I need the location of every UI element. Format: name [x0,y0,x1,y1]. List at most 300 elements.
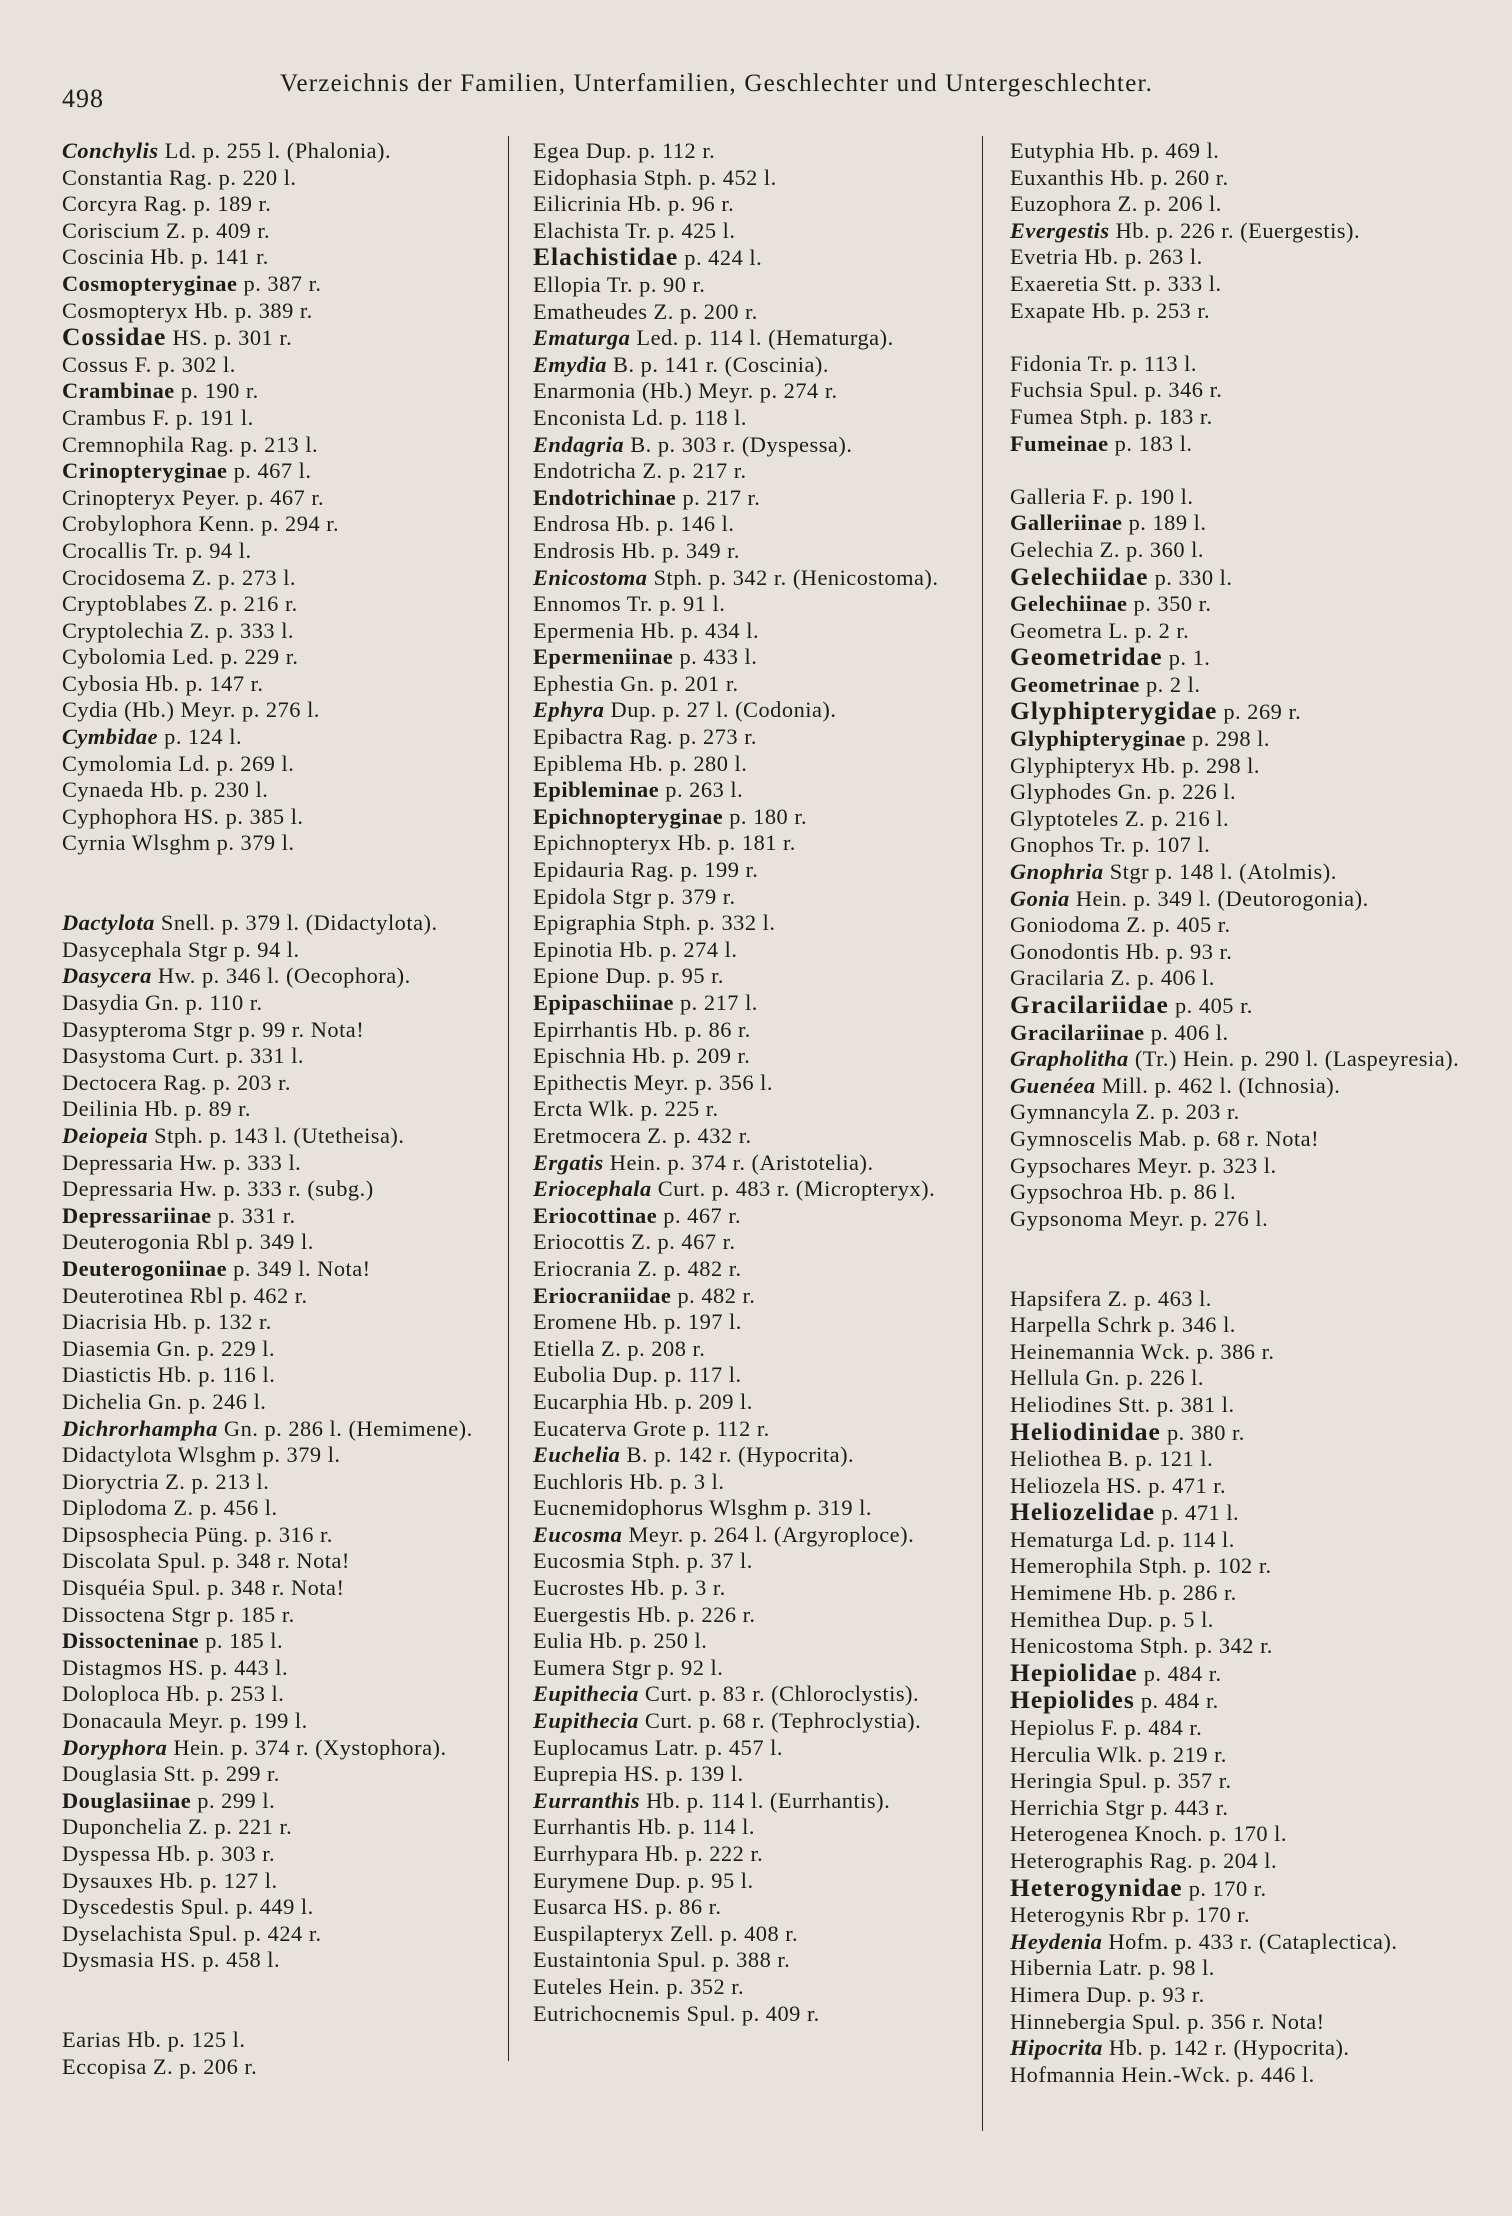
entry-name: Galleriinae [1010,510,1123,536]
entry-name: Cossus [62,351,129,377]
entry-reference: Curt. p. 68 r. (Tephroclystia). [638,1708,922,1734]
index-column-2 [533,138,978,2027]
index-entry [533,910,978,937]
entry-name: Eupithecia [533,1708,639,1734]
index-entry [62,724,507,751]
index-entry [533,165,978,192]
entry-reference: p. 406 l. [1144,1019,1229,1045]
entry-reference: Hein. p. 349 l. (Deutorogonia). [1069,885,1369,911]
entry-name: Deuterogonia [62,1229,190,1255]
index-entry [1010,244,1490,271]
entry-name: Douglasiinae [62,1787,192,1813]
entry-reference: Hb. p. 114 l. (Eurrhantis). [640,1787,891,1813]
index-entry [1010,1982,1490,2009]
entry-name: Goniodoma [1010,912,1121,938]
index-entry [533,1043,978,1070]
index-entry [1010,1020,1490,1047]
entry-reference: Hb. p. 93 r. [1119,938,1233,964]
entry-reference: Z. p. 467 r. [625,1229,736,1255]
index-entry [533,1841,978,1868]
entry-reference: Rag. p. 203 r. [157,1069,291,1095]
index-entry [62,2027,507,2054]
index-entry [533,857,978,884]
entry-reference: Stph. p. 452 l. [637,164,777,190]
index-entry [1010,431,1490,458]
entry-name: Guenéea [1010,1072,1096,1098]
index-entry [533,485,978,512]
index-entry [62,405,507,432]
entry-name: Henicostoma [1010,1633,1134,1659]
entry-reference: Rag. p. 220 l. [162,164,297,190]
entry-reference: Hb. p. 114 l. [631,1814,756,1840]
index-entry [533,1814,978,1841]
entry-name: Euchloris [533,1468,624,1494]
entry-name: Eupithecia [533,1681,639,1707]
entry-name: Coriscium [62,217,160,243]
page-number: 498 [62,84,104,113]
entry-name: Galleria [1010,483,1087,509]
entry-reference: (Hb.) Meyr. p. 274 r. [635,378,838,404]
entry-reference: Latr. p. 98 l. [1092,1955,1215,1981]
entry-reference: Gn. p. 246 l. [141,1388,267,1414]
index-entry [62,644,507,671]
index-entry [1010,191,1490,218]
entry-reference: Hb. p. 260 r. [1104,164,1229,190]
entry-reference: Hb. p. 142 r. (Hypocrita). [1102,2035,1350,2061]
index-entry [1010,484,1490,511]
entry-reference: Ld. p. 118 l. [625,404,748,430]
index-entry [1010,591,1490,618]
entry-name: Corcyra [62,191,138,217]
index-entry [1010,859,1490,886]
entry-reference: Hb. p. 181 r. [671,830,796,856]
index-entry [62,1761,507,1788]
index-entry [1010,1687,1490,1715]
entry-reference: Stgr p. 379 r. [606,883,736,909]
entry-name: Cosmopteryginae [62,270,238,296]
entry-reference: p. 183 l. [1108,430,1193,456]
entry-reference: Hb. p. 141 r. [144,244,269,270]
section-spacer [62,857,507,884]
entry-name: Ematheudes [533,298,648,324]
entry-reference: Stph. p. 37 l. [625,1548,753,1574]
entry-name: Dasydia [62,990,139,1015]
entry-name: Dasycera [62,963,152,989]
index-entry [1010,726,1490,753]
entry-reference: p. 405 r. [1168,993,1253,1018]
index-entry [62,1841,507,1868]
entry-name: Heringia [1010,1768,1093,1794]
entry-reference: Z. p. 360 l. [1093,536,1204,562]
entry-name: Eusarca [533,1894,608,1920]
entry-reference: Spul. p. 357 r. [1092,1768,1232,1794]
entry-name: Euxanthis [1010,164,1105,190]
section-spacer [1010,457,1490,484]
entry-name: Eucosma [533,1521,623,1547]
entry-name: Dactylota [62,910,155,936]
index-entry [1010,537,1490,564]
index-entry [1010,2062,1490,2089]
index-entry [533,1495,978,1522]
entry-reference: Stph. p. 183 r. [1073,403,1213,429]
index-entry [62,458,507,485]
index-entry [533,1894,978,1921]
entry-reference: Schrk p. 346 l. [1091,1312,1236,1338]
entry-reference: Tr. p. 113 l. [1081,350,1197,376]
index-entry [62,485,507,512]
entry-reference: Hb. p. 389 r. [188,297,313,323]
entry-reference: Hb. p. 298 l. [1135,752,1260,778]
index-entry [533,191,978,218]
index-entry [62,165,507,192]
index-entry [1010,939,1490,966]
index-entry [62,1336,507,1363]
index-entry [1010,779,1490,806]
entry-reference: Hb. p. 469 l. [1094,138,1220,163]
entry-reference: Meyr. p. 264 l. (Argyroploce). [622,1521,915,1547]
index-entry [533,937,978,964]
entry-name: Ephestia [533,670,615,696]
entry-name: Eretmocera [533,1122,642,1148]
index-entry [1010,1553,1490,1580]
entry-name: Epibactra [533,724,624,750]
entry-name: Cydia [62,697,118,723]
entry-reference: Hein. p. 374 r. (Aristotelia). [603,1149,874,1175]
entry-reference: Mill. p. 462 l. (Ichnosia). [1095,1072,1341,1098]
index-entry [533,1362,978,1389]
entry-name: Diastictis [62,1362,152,1388]
entry-reference: Ld. p. 255 l. (Phalonia). [158,138,392,163]
entry-reference: Hb. p. 209 r. [625,1043,751,1069]
entry-name: Epigraphia [533,910,637,936]
entry-name: Hipocrita [1010,2035,1103,2061]
index-entry [62,671,507,698]
entry-name: Glyptoteles [1010,805,1119,831]
entry-reference: p. 185 l. [199,1628,284,1654]
entry-name: Crobylophora [62,511,193,537]
entry-name: Heliozelidae [1010,1497,1156,1527]
entry-reference: Hb. p. 86 r. [638,1016,751,1042]
entry-reference: Z. p. 463 l. [1101,1285,1212,1311]
index-entry [533,458,978,485]
entry-name: Diasemia [62,1335,151,1361]
entry-name: Gonodontis [1010,938,1120,964]
index-entry [62,937,507,964]
entry-name: Doloploca [62,1681,160,1707]
entry-name: Eucarphia [533,1388,629,1414]
index-entry [1010,1821,1490,1848]
entry-name: Glyphipterygidae [1010,696,1218,726]
index-entry [62,990,507,1017]
index-entry [62,777,507,804]
index-entry [533,511,978,538]
entry-reference: Ld. p. 114 l. [1113,1526,1235,1552]
entry-reference: p. 349 l. Nota! [227,1255,371,1281]
index-entry [1010,1715,1490,1742]
index-entry [62,298,507,325]
index-entry [1010,1179,1490,1206]
entry-name: Ergatis [533,1149,604,1175]
index-entry [1010,298,1490,325]
index-entry [533,990,978,1017]
index-entry [62,324,507,352]
entry-name: Coscinia [62,244,145,270]
entry-reference: B. p. 121 l. [1101,1446,1214,1472]
entry-name: Crambus [62,404,147,430]
entry-reference: Stt. p. 381 l. [1112,1391,1235,1417]
entry-reference: Dup. p. 27 l. (Codonia). [604,697,837,723]
entry-name: Diplodoma [62,1495,168,1521]
entry-reference: Stgr p. 185 r. [165,1601,295,1627]
entry-name: Cybosia [62,670,139,696]
entry-name: Depressaria [62,1149,174,1175]
entry-name: Exaeretia [1010,270,1100,296]
entry-reference: Spul. p. 348 r. Nota! [145,1575,345,1601]
entry-name: Gracilariidae [1010,990,1169,1019]
entry-reference: Gn. p. 226 l. [1111,779,1237,805]
entry-name: Eutyphia [1010,138,1095,163]
section-spacer [1010,1232,1490,1259]
entry-name: Constantia [62,164,163,190]
entry-name: Dichelia [62,1388,142,1414]
index-entry [533,644,978,671]
entry-reference: Z. p. 216 r. [187,591,298,617]
entry-reference: p. 299 l. [191,1787,276,1813]
entry-reference: Spul. p. 346 r. [1083,377,1223,403]
index-entry [1010,1872,1490,1903]
index-entry [533,1283,978,1310]
entry-reference: p. 180 r. [723,803,808,829]
entry-name: Conchylis [62,138,159,163]
index-entry [1010,1392,1490,1419]
index-entry [533,218,978,245]
index-entry [1010,1046,1490,1073]
index-entry [62,352,507,379]
entry-name: Eucosmia [533,1548,626,1574]
index-entry [62,1389,507,1416]
entry-reference: Wlsghm p. 379 l. [171,1442,341,1468]
entry-reference: Spul. p. 409 r. [680,2000,820,2026]
entry-reference: p. 331 r. [211,1202,296,1228]
entry-name: Epipaschiinae [533,990,674,1015]
entry-name: Heinemannia [1010,1338,1135,1364]
entry-name: Dioryctria [62,1468,160,1494]
index-entry [533,1548,978,1575]
entry-name: Cybolomia [62,644,167,670]
entry-reference: Grote p. 112 r. [627,1415,770,1441]
entry-name: Glyphipteryginae [1010,726,1186,752]
entry-reference: Tr. p. 94 l. [147,537,252,563]
index-entry [533,1522,978,1549]
entry-reference: Wlk. p. 219 r. [1091,1741,1227,1767]
index-entry [533,1123,978,1150]
entry-name: Eustaintonia [533,1947,651,1973]
index-entry [62,1575,507,1602]
entry-name: Heterographis [1010,1848,1144,1873]
index-entry [62,1548,507,1575]
index-entry [533,751,978,778]
entry-name: Epibleminae [533,777,660,803]
index-entry [533,671,978,698]
entry-name: Eurymene [533,1867,630,1893]
entry-name: Evergestis [1010,217,1110,243]
entry-reference: HS. p. 458 l. [154,1947,281,1973]
entry-name: Eucaterva [533,1415,627,1441]
entry-reference: Hb. p. 434 l. [634,617,760,643]
entry-reference: Wlk. p. 225 r. [582,1096,719,1122]
entry-name: Enarmonia [533,378,636,404]
entry-reference: Hb. p. 226 r. [630,1601,756,1627]
entry-name: Endotrichinae [533,484,677,510]
entry-name: Cryptoblabes [62,591,188,617]
index-entry [1010,965,1490,992]
entry-reference: Hb. p. 146 l. [609,511,735,537]
entry-reference: F. p. 190 l. [1086,483,1194,509]
entry-name: Douglasia [62,1761,158,1787]
entry-reference: Tr. p. 91 l. [621,591,726,617]
index-entry [1010,1955,1490,1982]
index-entry [533,1229,978,1256]
entry-name: Himera [1010,1981,1081,2007]
index-entry [533,697,978,724]
index-entry [62,830,507,857]
entry-name: Euspilapteryx [533,1920,664,1946]
entry-reference: Wlsghm p. 319 l. [703,1495,872,1521]
index-entry [62,618,507,645]
entry-reference: Spul. p. 449 l. [174,1894,314,1920]
entry-name: Gymnoscelis [1010,1125,1133,1151]
entry-reference: Hb. p. 209 l. [628,1388,753,1414]
index-entry [1010,1073,1490,1100]
index-entry [62,751,507,778]
entry-name: Grapholitha [1010,1046,1129,1072]
entry-name: Crocidosema [62,564,186,590]
entry-reference: Hb. p. 286 r. [1112,1580,1237,1606]
entry-reference: (Tr.) Hein. p. 290 l. (Laspeyresia). [1128,1046,1460,1072]
entry-reference: Hb. p. 250 l. [582,1628,708,1654]
index-entry [62,1469,507,1496]
entry-reference: Spul. p. 356 r. Nota! [1125,2008,1325,2034]
entry-name: Gracilariinae [1010,1019,1145,1045]
index-entry [533,1256,978,1283]
entry-reference: Stph. p. 342 r. [1133,1633,1273,1659]
entry-reference: Hb. p. 263 l. [1078,244,1203,270]
entry-reference: Dup. p. 93 r. [1080,1981,1205,2007]
entry-reference: Z. p. 409 r. [159,217,271,243]
index-entry [1010,1446,1490,1473]
entry-name: Gelechiinae [1010,591,1128,617]
index-entry [533,591,978,618]
entry-name: Gypsochroa [1010,1179,1124,1205]
entry-name: Cosmopteryx [62,297,189,323]
index-entry [533,1442,978,1469]
entry-name: Epermeniinae [533,644,674,670]
entry-reference: Rbl p. 349 l. [189,1229,314,1255]
index-entry [1010,377,1490,404]
entry-reference: Snell. p. 379 l. (Didactylota). [154,910,438,936]
index-entry [533,138,978,165]
index-entry [62,1788,507,1815]
entry-name: Hemimene [1010,1580,1113,1606]
entry-name: Dyspessa [62,1841,151,1866]
index-entry [62,697,507,724]
index-entry [62,244,507,271]
entry-name: Doryphora [62,1734,168,1760]
entry-reference: p. 298 l. [1185,726,1270,752]
entry-reference: F. p. 484 r. [1094,1715,1203,1741]
index-entry [1010,644,1490,672]
entry-name: Hepiolides [1010,1685,1135,1715]
entry-name: Eidophasia [533,164,638,190]
index-entry [533,830,978,857]
entry-reference: Gn. p. 286 l. (Hemimene). [217,1415,473,1441]
index-entry [533,378,978,405]
entry-name: Epithectis [533,1069,628,1095]
entry-name: Euchelia [533,1442,621,1468]
index-entry [1010,2035,1490,2062]
index-entry [533,724,978,751]
entry-name: Dysmasia [62,1947,155,1973]
entry-name: Endotricha [533,458,637,484]
index-entry [533,1389,978,1416]
index-entry [1010,1473,1490,1500]
entry-reference: Ld. p. 269 l. [172,750,295,776]
entry-name: Duponchelia [62,1814,182,1840]
entry-reference: HS. p. 443 l. [162,1654,289,1680]
entry-reference: Hb. p. 349 r. [615,537,740,563]
entry-reference: Hb. p. 197 l. [617,1309,742,1335]
entry-reference: Hb. p. 127 l. [153,1867,278,1893]
index-entry [62,1256,507,1283]
entry-name: Gymnancyla [1010,1099,1130,1125]
entry-reference: F. p. 302 l. [128,351,236,377]
entry-reference: Kenn. p. 294 r. [192,511,340,537]
entry-name: Epermenia [533,617,635,643]
entry-reference: Z. p. 482 r. [631,1255,742,1281]
entry-reference: Hb. p. 226 r. (Euergestis). [1109,217,1361,243]
index-entry [1010,1848,1490,1875]
index-entry [62,1150,507,1177]
entry-name: Dissoctena [62,1601,166,1627]
entry-reference: B. p. 141 r. (Coscinia). [606,351,829,377]
index-entry [1010,1633,1490,1660]
entry-name: Dyscedestis [62,1894,175,1920]
entry-name: Diacrisia [62,1309,148,1335]
entry-name: Hapsifera [1010,1285,1102,1311]
entry-reference: Hb. p. 253 l. [159,1681,285,1707]
entry-name: Etiella [533,1335,595,1361]
entry-reference: Peyer. p. 467 r. [175,484,325,510]
entry-reference: Z. p. 217 r. [636,458,747,484]
index-entry [1010,618,1490,645]
entry-name: Didactylota [62,1442,172,1468]
index-entry [1010,218,1490,245]
entry-name: Cossidae [62,322,167,352]
entry-reference: Hb. p. 280 l. [622,750,748,776]
entry-name: Dectocera [62,1069,158,1095]
entry-name: Cymbidae [62,724,159,750]
entry-name: Earias [62,2027,121,2053]
entry-name: Eccopisa [62,2053,147,2079]
entry-reference: Z. p. 406 l. [1104,965,1215,991]
entry-reference: Hein.-Wck. p. 446 l. [1115,2061,1315,2087]
entry-name: Heydenia [1010,1928,1103,1954]
index-entry [1010,886,1490,913]
entry-name: Dysauxes [62,1867,154,1893]
entry-name: Hepiolus [1010,1715,1095,1741]
entry-name: Deilinia [62,1096,139,1122]
entry-name: Hofmannia [1010,2061,1116,2087]
